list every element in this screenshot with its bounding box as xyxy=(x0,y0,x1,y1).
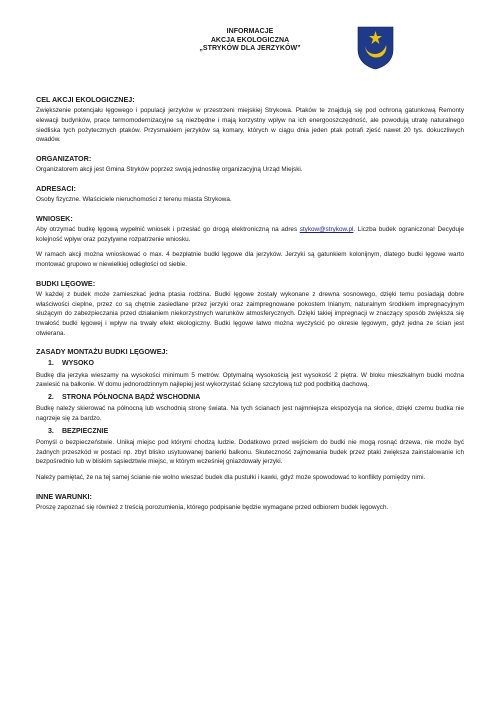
section-budki xyxy=(36,279,464,339)
strykow-coat-of-arms-icon xyxy=(357,26,394,70)
title-line-2: AKCJA EKOLOGICZNA xyxy=(210,36,290,44)
section-text: W każdej z budek może zamieszkać jedna ptasia rodzina. Budki lęgowe zostały wykonane z drewna sosnowego, dzięki temu posiadają dobre właściwości cieplne, przez co są chętnie zasiedlane przez jerzyki oraz zaimpregnowane pokostem lnianym, naturalnym środkiem impregnacyjnym służącym do zabezpieczania przed działaniem niekorzystnych warunków atmosferycznych. Dzięki takiej impregnacji w znaczący sposób zwiększa się trwałość budki lęgowej i wpływ na trwały efekt ekologiczny. Budki lęgowe łatwo można wyczyścić po okresie lęgowym, gdyż jedna ze ścian jest otwierana. xyxy=(36,290,464,337)
section-text: Proszę zapoznać się również z treścią porozumienia, którego podpisanie będzie wymagane przed odbiorem budek lęgowych. xyxy=(36,503,389,511)
section-heading: ORGANIZATOR: xyxy=(36,154,92,163)
section-heading: ZASADY MONTAŻU BUDKI LĘGOWEJ: xyxy=(36,347,168,357)
section-heading: ADRESACI: xyxy=(36,183,76,193)
section-heading: BUDKI LĘGOWE: xyxy=(36,278,96,288)
section-heading: CEL AKCJI EKOLOGICZNEJ: xyxy=(36,95,135,104)
rule-heading: 3. BEZPIECZNIE xyxy=(48,427,109,435)
title-line-3: „STRYKÓW DLA JERZYKÓW” xyxy=(199,45,301,53)
title-line-1: INFORMACJE xyxy=(226,28,274,35)
section-text: Zwiększenie potencjału lęgowego i populacji jerzyków w przestrzeni miejskiej Strykowa. Ptaków te znajdują się pod ochroną gatunkową Remonty elewacji budynków, prace termomodernizacyjne są niezbędne i mają korzystny wpływ na ich energooszczędność, ale powodują utratę naturalnego siedliska tych pożytecznych ptaków. Przysmakiem jerzyków są komary, których w ciągu dnia jeden ptak potrafi zjeść nawet 20 tys. dokuczliwych owadów. xyxy=(36,107,464,144)
section-inne xyxy=(36,492,464,513)
section-heading: WNIOSEK: xyxy=(36,213,73,223)
rule-text: Budkę dla jerzyka wieszamy na wysokości minimum 5 metrów. Optymalną wysokością jest wysokość 2 piętra. W bloku mieszkalnym budki można zawiesić na balkonie. W domu jednorodzinnym najlepiej jest wykorzystać ścianę szczytową tuż pod podbitką dachową. xyxy=(36,371,464,389)
text-before-email: Aby otrzymać budkę lęgową wypełnić wniosek i przesłać go drogą elektroniczną na adres xyxy=(36,225,300,233)
title-block xyxy=(36,28,464,54)
section-adresaci xyxy=(36,184,464,205)
section-cel xyxy=(36,95,464,145)
section-text-2: W ramach akcji można wnioskować o max. 4 bezpłatnie budki lęgowe dla jerzyków. Jerzyki są gatunkiem kolonijnym, dlatego budki lęgowe warto montować grupowo w niewielkiej odległości od siebie. xyxy=(36,251,464,269)
document-header xyxy=(36,0,464,92)
rule-heading: 2. STRONA PÓŁNOCNA BĄDŹ WSCHODNIA xyxy=(48,394,201,402)
section-zasady xyxy=(36,347,464,482)
section-heading: INNE WARUNKI: xyxy=(36,491,92,501)
rule-text: Pomyśl o bezpieczeństwie. Unikaj miejsc pod którymi chodzą ludzie. Dodatkowo przed wejściem do budki nie mogą rosnąć drzewa, nie może być żadnych przeszkód w postaci np. zbyt blisko usytuowanej barierki balkonu. Skuteczność zajmowania budek przez ptaki zwiększa zainstalowanie ich bezpośrednio lub w bliskim sąsiedztwie miejsc, w którym wcześniej gniazdowały jerzyki. xyxy=(36,438,464,466)
rule-text: Budkę należy skierować na północną lub wschodnią stronę świata. Na tych ścianach jest najmniejsza ekspozycja na słońce, dzięki czemu budka nie nagrzeje się za bardzo. xyxy=(36,405,464,422)
rule-heading: 1. WYSOKO xyxy=(48,360,94,368)
section-text: Organizatorem akcji jest Gmina Stryków poprzez swoją jednostkę organizacyjną Urząd Miejski. xyxy=(36,166,303,174)
section-wniosek xyxy=(36,214,464,270)
rule-text-2: Należy pamiętać, że na tej samej ścianie nie wolno wieszać budek dla pustułki i kawki, gdyż może spowodować to konflikty pomiędzy nimi. xyxy=(36,473,426,481)
section-text xyxy=(36,225,464,244)
section-text: Osoby fizyczne. Właściciele nieruchomości z terenu miasta Strykowa. xyxy=(36,196,232,204)
email-link[interactable]: stykow@strykow.pl xyxy=(299,225,354,233)
text-after-email: . Liczba budek ograniczona! Decyduje kolejność wpływ oraz pozytywne rozpatrzenie wniosku. xyxy=(36,225,464,243)
section-organizator xyxy=(36,154,464,175)
